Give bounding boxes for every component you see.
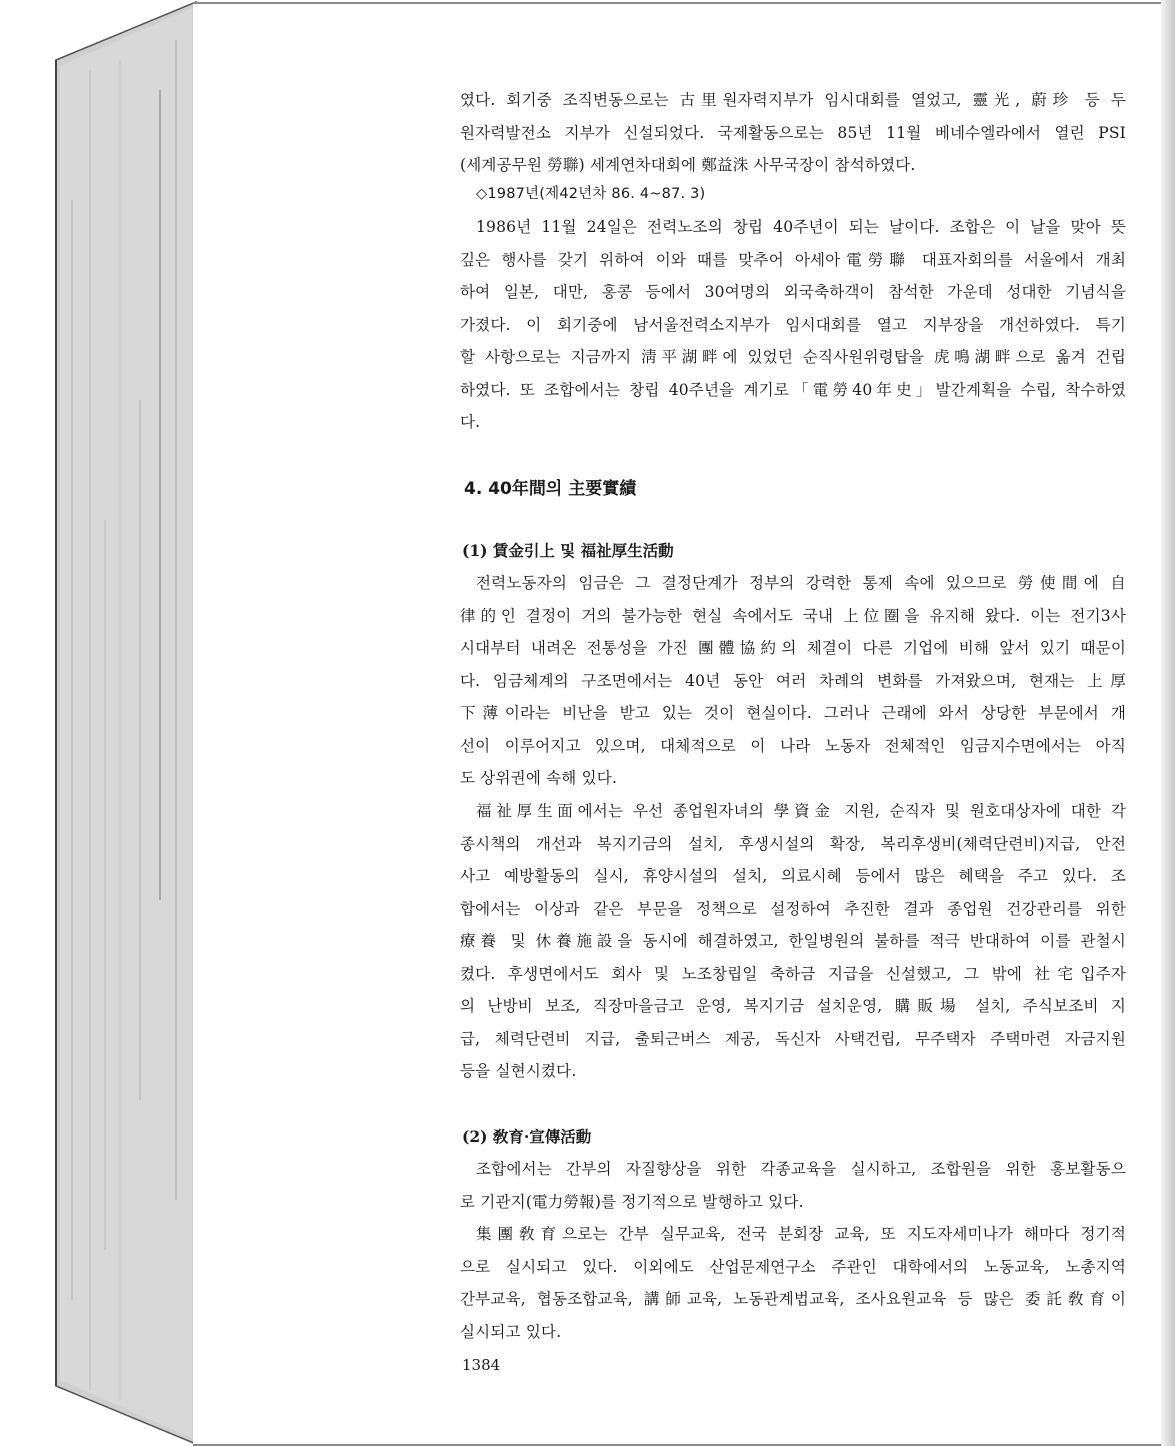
section-heading: 4. 40年間의 主要實績	[464, 479, 637, 499]
text-line: 전력노동자의 임금은 그 결정단계가 정부의 강력한 통제 속에 있으므로 勞使間에 自	[476, 574, 1126, 592]
book-edge	[0, 0, 200, 1446]
text-line: 종시책의 개선과 복지기금의 설치, 후생시설의 확장, 복리후생비(체력단련비)지급, 안전	[460, 834, 1126, 853]
text-line: 였다. 회기중 조직변동으로는 古里원자력지부가 임시대회를 열었고, 靈光, 蔚珍 등 두	[460, 91, 1126, 109]
text-line: 으로 실시되고 있다. 이외에도 산업문제연구소 주관인 대학에서의 노동교육, 노총지역	[460, 1257, 1126, 1276]
text-line: 도 상위권에 속해 있다.	[460, 769, 618, 787]
text-line: 시대부터 내려온 전통성을 가진 團體協約의 체결이 다른 기업에 비해 앞서 있기 때문이	[460, 639, 1126, 657]
text-line: 깊은 행사를 갖기 위하여 이와 때를 맞추어 아세아電勞聯 대표자회의를 서울에서 개최	[460, 250, 1126, 269]
text-line: 조합에서는 간부의 자질향상을 위한 각종교육을 실시하고, 조합원을 위한 홍보활동으	[476, 1160, 1126, 1178]
text-line: 律的인 결정이 거의 불가능한 현실 속에서도 국내 上位圈을 유지해 왔다. 이는 전기3사	[460, 606, 1126, 625]
year-paragraph	[460, 211, 1126, 439]
text-line: 다.	[460, 413, 481, 431]
text-line: 간부교육, 협동조합교육, 講師교육, 노동관계법교육, 조사요원교육 등 많은 委託敎育이	[460, 1290, 1126, 1308]
text-line: 할 사항으로는 지금까지 淸平湖畔에 있었던 순직사원위령탑을 虎鳴湖畔으로 옮겨 건립	[460, 348, 1126, 366]
subsection2-paragraph1	[460, 1153, 1126, 1218]
text-line: 켰다. 후생면에서도 회사 및 노조창립일 축하금 지급을 신설했고, 그 밖에 社宅입주자	[460, 964, 1126, 983]
text-line: 합에서는 이상과 같은 부문을 정책으로 설정하여 추진한 결과 종업원 건강관리를 위한	[460, 899, 1126, 918]
text-line: 福祉厚生面에서는 우선 종업원자녀의 學資金 지원, 순직자 및 원호대상자에 대한 각	[476, 802, 1126, 820]
year-heading	[476, 178, 1142, 211]
subsection1-paragraph1	[460, 567, 1126, 795]
text-line: 下薄이라는 비난을 받고 있는 것이 현실이다. 그러나 근래에 와서 상당한 부문에서 개	[460, 704, 1126, 722]
subsection-heading: (1) 賃金引上 및 福祉厚生活動	[462, 541, 674, 560]
subsection2-paragraph2	[460, 1218, 1126, 1348]
page-number: 1384	[462, 1356, 501, 1374]
year-heading-text: ◇1987년(제42년차 86. 4~87. 3)	[476, 186, 706, 202]
text-line: 하였다. 또 조합에서는 창립 40주년을 계기로「電勞40年史」발간계획을 수립, 착수하였	[460, 380, 1126, 399]
page-edge-shadow	[1161, 0, 1175, 1446]
text-line: 集團敎育으로는 간부 실무교육, 전국 분회장 교육, 또 지도자세미나가 해마다 정기적	[476, 1225, 1126, 1243]
text-line: 급, 체력단련비 지급, 출퇴근버스 제공, 독신자 사택건립, 무주택자 주택마련 자금지원	[460, 1029, 1126, 1048]
text-line: 療養 및 休養施設을 동시에 해결하였고, 한일병원의 불하를 적극 반대하여 이를 관철시	[460, 932, 1126, 950]
text-line: 사고 예방활동의 실시, 휴양시설의 설치, 의료시혜 등에서 많은 혜택을 주고 있다. 조	[460, 867, 1126, 885]
intro-paragraph	[460, 84, 1126, 182]
text-line: 하여 일본, 대만, 홍콩 등에서 30여명의 외국축하객이 참석한 가운데 성대한 기념식을	[460, 283, 1126, 301]
subsection1-paragraph2	[460, 795, 1126, 1088]
text-line: 의 난방비 보조, 직장마을금고 운영, 복지기금 설치운영, 購販場 설치, 주식보조비 지	[460, 997, 1126, 1015]
text-line: 등을 실현시켰다.	[460, 1062, 577, 1080]
text-line: 로 기관지(電力勞報)를 정기적으로 발행하고 있다.	[460, 1192, 804, 1211]
text-line: (세계공무원 勞聯) 세계연차대회에 鄭益洙 사무국장이 참석하였다.	[460, 156, 916, 174]
subsection-heading: (2) 敎育·宣傳活動	[462, 1127, 592, 1146]
text-line: 실시되고 있다.	[460, 1322, 562, 1341]
text-line: 선이 이루어지고 있으며, 대체적으로 이 나라 노동자 전체적인 임금지수면에서는 아직	[460, 736, 1126, 755]
text-line: 원자력발전소 지부가 신설되었다. 국제활동으로는 85년 11월 베네수엘라에서 열린 PSI	[460, 123, 1126, 142]
text-line: 다. 임금체계의 구조면에서는 40년 동안 여러 차례의 변화를 가져왔으며, 현재는 上厚	[460, 671, 1126, 690]
text-line: 가졌다. 이 회기중에 남서울전력소지부가 임시대회를 열고 지부장을 개선하였다. 특기	[460, 315, 1126, 334]
text-line: 1986년 11월 24일은 전력노조의 창립 40주년이 되는 날이다. 조합은 이 날을 맞아 뜻	[476, 218, 1126, 236]
